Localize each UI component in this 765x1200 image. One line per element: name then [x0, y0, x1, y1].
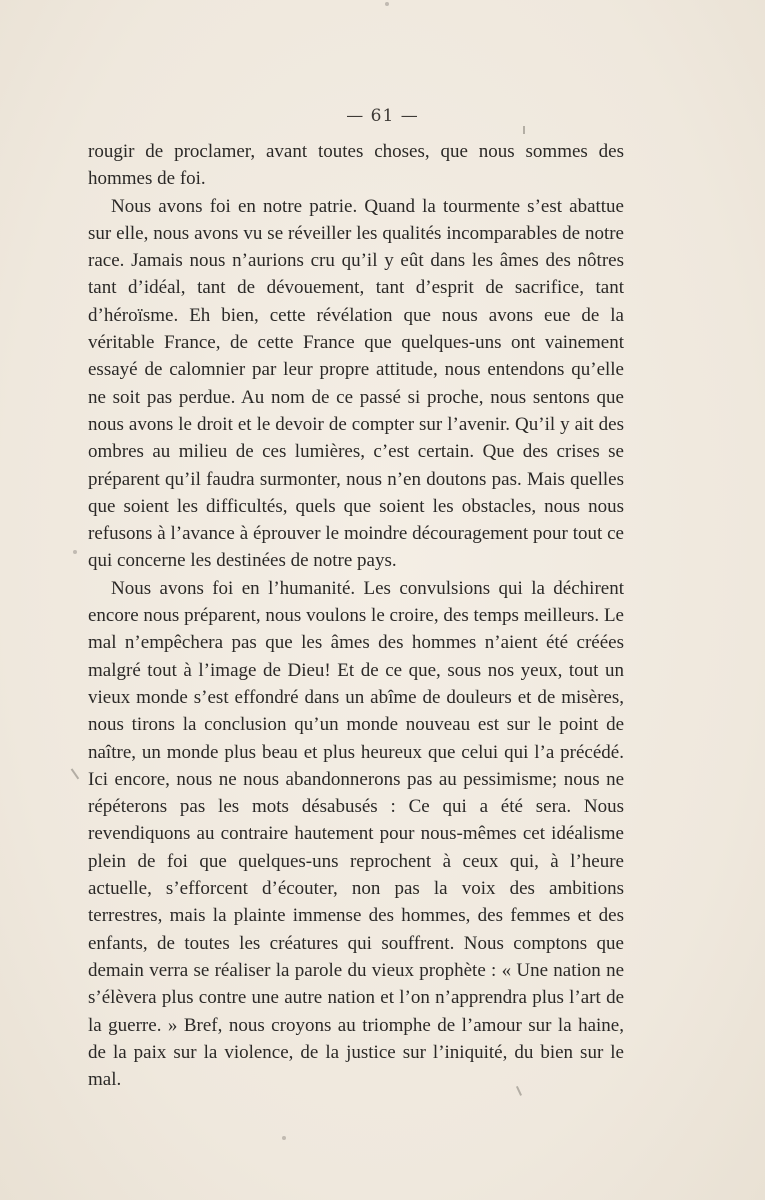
- paper-speck: [385, 2, 389, 6]
- page-number: — 61 —: [346, 106, 419, 126]
- paper-mark: [523, 126, 525, 134]
- paragraph-3: Nous avons foi en l’humanité. Les convulsions qui la déchirent encore nous préparent, nous voulons le croire, des temps meilleurs. Le mal n’empêchera pas que les âmes des hommes n’aient été créées malgré tout à l’image de Dieu! Et de ce que, sous nos yeux, tout un vieux monde s’est effondré dans un abîme de douleurs et de misères, nous tirons la conclusion qu’un monde nouveau est sur le point de naître, un monde plus beau et plus heureux que celui qui l’a précédé. Ici encore, nous ne nous abandonnerons pas au pessimisme; nous ne répéterons pas les mots désabusés : Ce qui a été sera. Nous revendiquons au contraire hautement pour nous-mêmes cet idéalisme plein de foi que quelques-uns reprochent à ceux qui, à l’heure actuelle, s’efforcent d’écouter, non pas la voix des ambitions terrestres, mais la plainte immense des hommes, des femmes et des enfants, de toutes les créatures qui souffrent. Nous comptons que demain verra se réaliser la parole du vieux prophète : « Une nation ne s’élèvera plus contre une autre nation et l’on n’apprendra plus l’art de la guerre. » Bref, nous croyons au triomphe de l’amour sur la haine, de la paix sur la violence, de la justice sur l’iniquité, du bien sur le mal.: [88, 577, 624, 1091]
- text-body: [88, 138, 624, 1093]
- paragraph-1: rougir de proclamer, avant toutes choses, que nous sommes des hommes de foi.: [88, 141, 624, 190]
- paper-speck: [282, 1136, 286, 1140]
- paper-mark: [71, 769, 79, 780]
- paragraph-2: Nous avons foi en notre patrie. Quand la tourmente s’est abattue sur elle, nous avons vu se réveiller les qualités incomparables de notre race. Jamais nous n’aurions cru qu’il y eût dans les âmes des nôtres tant d’idéal, tant de dévouement, tant d’esprit de sacrifice, tant d’héroïsme. Eh bien, cette révélation que nous avons eue de la véritable France, de cette France que quelques-uns ont vainement essayé de calomnier par leur propre attitude, nous entendons qu’elle ne soit pas perdue. Au nom de ce passé si proche, nous sentons que nous avons le droit et le devoir de compter sur l’avenir. Qu’il y ait des ombres au milieu de ces lumières, c’est certain. Que des crises se préparent qu’il faudra surmonter, nous n’en doutons pas. Mais quelles que soient les difficultés, quels que soient les obstacles, nous nous refusons à l’avance à éprouver le moindre découragement pour tout ce qui concerne les destinées de notre pays.: [88, 195, 624, 572]
- paper-speck: [73, 550, 77, 554]
